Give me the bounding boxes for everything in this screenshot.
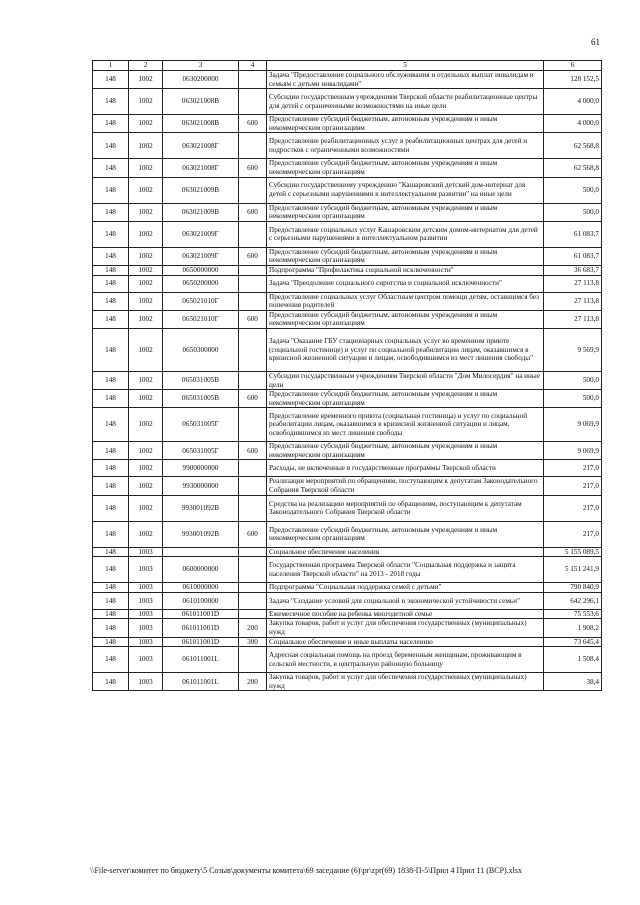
cell-description: Предоставление субсидий бюджетным, автономным учреждениям и иным некоммерческим организациям [267, 159, 544, 177]
table-row [93, 89, 602, 115]
cell-department: 148 [93, 637, 129, 647]
table-row [93, 159, 602, 177]
cell-target-code: 0650200000 [163, 275, 239, 292]
cell-section: 1003 [129, 619, 163, 637]
cell-expense-type [239, 495, 267, 521]
cell-target-code: 063021008В [163, 89, 239, 115]
table-row [93, 583, 602, 593]
cell-amount: 62 568,8 [544, 159, 602, 177]
cell-amount: 500,0 [544, 371, 602, 389]
cell-description: Предоставление социальных услуг Областным центром помощи детям, оставшимся без попечения родителей [267, 292, 544, 310]
cell-description: Предоставление субсидий бюджетным, автономным учреждениям и иным некоммерческим организациям [267, 203, 544, 221]
cell-section: 1002 [129, 495, 163, 521]
cell-department: 148 [93, 521, 129, 547]
cell-amount: 62 568,8 [544, 133, 602, 159]
column-header: 6 [544, 61, 602, 71]
cell-department: 148 [93, 371, 129, 389]
cell-department: 148 [93, 647, 129, 673]
cell-department: 148 [93, 390, 129, 408]
cell-description: Субсидии государственным учреждениям Тверской области "Дом Милосердия" на иные цели [267, 371, 544, 389]
cell-description: Закупка товаров, работ и услуг для обеспечения государственных (муниципальных) нужд [267, 673, 544, 691]
cell-section: 1002 [129, 477, 163, 495]
cell-amount: 217,0 [544, 521, 602, 547]
cell-expense-type: 600 [239, 310, 267, 328]
cell-section: 1003 [129, 609, 163, 619]
cell-target-code: 063021008В [163, 115, 239, 133]
cell-description: Предоставление субсидий бюджетным, автономным учреждениям и иным некоммерческим организациям [267, 310, 544, 328]
cell-target-code [163, 547, 239, 557]
table-row [93, 328, 602, 371]
cell-target-code: 061011001D [163, 637, 239, 647]
cell-target-code: 0650000000 [163, 265, 239, 275]
table-row [93, 265, 602, 275]
cell-section: 1003 [129, 637, 163, 647]
cell-department: 148 [93, 159, 129, 177]
column-header: 1 [93, 61, 129, 71]
cell-amount: 790 840,9 [544, 583, 602, 593]
table-row [93, 177, 602, 203]
cell-amount: 73 645,4 [544, 637, 602, 647]
cell-target-code: 0650300000 [163, 328, 239, 371]
cell-target-code: 0610100000 [163, 592, 239, 609]
budget-table [92, 60, 602, 691]
cell-description: Предоставление временного приюта (социальная гостиница) и услуг по социальной реабилитации лицам, оказавшимся в кризисной жизненной ситуации и лицам, освободившимся из мест лишения свободы [267, 408, 544, 442]
cell-section: 1002 [129, 521, 163, 547]
cell-department: 148 [93, 310, 129, 328]
cell-description: Расходы, не включенные в государственные программы Тверской области [267, 460, 544, 477]
cell-section: 1002 [129, 221, 163, 247]
cell-target-code: 063021008Г [163, 133, 239, 159]
cell-section: 1002 [129, 115, 163, 133]
cell-target-code: 0610000000 [163, 583, 239, 593]
cell-amount: 27 113,8 [544, 275, 602, 292]
cell-expense-type [239, 477, 267, 495]
cell-expense-type: 600 [239, 390, 267, 408]
table-row [93, 557, 602, 583]
table-row [93, 247, 602, 265]
table-row [93, 673, 602, 691]
cell-target-code: 0630200000 [163, 71, 239, 89]
cell-description: Предоставление социальных услуг Кашаровским детским домом-интернатом для детей с серьезными нарушениями в интеллектуальном развитии [267, 221, 544, 247]
table-row [93, 275, 602, 292]
cell-amount: 500,0 [544, 177, 602, 203]
cell-department: 148 [93, 408, 129, 442]
cell-section: 1002 [129, 275, 163, 292]
cell-description: Социальное обеспечение и иные выплаты населению [267, 637, 544, 647]
table-row [93, 547, 602, 557]
cell-target-code: 061011001L [163, 647, 239, 673]
cell-amount: 27 113,8 [544, 292, 602, 310]
cell-target-code: 9900000000 [163, 460, 239, 477]
cell-section: 1002 [129, 89, 163, 115]
cell-description: Предоставление субсидий бюджетным, автономным учреждениям и иным некоммерческим организациям [267, 390, 544, 408]
cell-section: 1003 [129, 557, 163, 583]
table-row [93, 408, 602, 442]
cell-amount: 217,0 [544, 477, 602, 495]
cell-target-code: 993001092В [163, 521, 239, 547]
table-row [93, 619, 602, 637]
table-row [93, 221, 602, 247]
table-row [93, 115, 602, 133]
cell-description: Задача "Оказание ГБУ стационарных социальных услуг во временном приюте (социальной гостинице) и услуг по социальной реабилитации лицам, оказавшимся в кризисной жизненной ситуации и лицам, освободившимся из мест лишения свободы" [267, 328, 544, 371]
file-path-footer: \\File-server\комитет по бюджету\5 Созыв\документы комитета\69 заседание (6)\pr\zpr(69) 1838-П-5\Прил 4 Прил 11 (ВСР).xlsx [90, 866, 523, 875]
table-row [93, 521, 602, 547]
table-row [93, 390, 602, 408]
cell-amount: 27 113,8 [544, 310, 602, 328]
cell-description: Ежемесячное пособие на ребенка многодетной семье [267, 609, 544, 619]
cell-section: 1002 [129, 247, 163, 265]
cell-description: Предоставление субсидий бюджетным, автономным учреждениям и иным некоммерческим организациям [267, 442, 544, 460]
cell-department: 148 [93, 609, 129, 619]
cell-department: 148 [93, 673, 129, 691]
cell-amount: 61 083,7 [544, 221, 602, 247]
cell-expense-type [239, 408, 267, 442]
cell-description: Задача "Создание условий для социальной и экономической устойчивости семьи" [267, 592, 544, 609]
cell-expense-type [239, 275, 267, 292]
table-row [93, 592, 602, 609]
cell-department: 148 [93, 265, 129, 275]
cell-amount: 75 553,6 [544, 609, 602, 619]
cell-department: 148 [93, 221, 129, 247]
cell-expense-type: 600 [239, 442, 267, 460]
cell-description: Адресная социальная помощь на проезд беременным женщинам, проживающим в сельской местности, в центральную районную больницу [267, 647, 544, 673]
cell-section: 1002 [129, 310, 163, 328]
cell-amount: 1 508,4 [544, 647, 602, 673]
cell-expense-type [239, 547, 267, 557]
cell-description: Подпрограмма "Профилактика социальной исключенности" [267, 265, 544, 275]
cell-amount: 5 151 241,9 [544, 557, 602, 583]
cell-amount: 500,0 [544, 203, 602, 221]
cell-department: 148 [93, 495, 129, 521]
cell-amount: 642 296,1 [544, 592, 602, 609]
cell-section: 1002 [129, 442, 163, 460]
cell-department: 148 [93, 115, 129, 133]
cell-department: 148 [93, 557, 129, 583]
cell-amount: 38,4 [544, 673, 602, 691]
cell-expense-type: 600 [239, 159, 267, 177]
cell-expense-type [239, 71, 267, 89]
cell-department: 148 [93, 619, 129, 637]
cell-target-code: 061011001D [163, 619, 239, 637]
cell-expense-type [239, 460, 267, 477]
cell-section: 1003 [129, 673, 163, 691]
column-header: 4 [239, 61, 267, 71]
cell-target-code: 065021010Г [163, 310, 239, 328]
cell-department: 148 [93, 583, 129, 593]
cell-amount: 4 000,0 [544, 89, 602, 115]
cell-department: 148 [93, 460, 129, 477]
table-row [93, 371, 602, 389]
page-number: 61 [591, 37, 600, 47]
cell-section: 1002 [129, 390, 163, 408]
cell-expense-type [239, 371, 267, 389]
cell-amount: 217,0 [544, 495, 602, 521]
cell-department: 148 [93, 275, 129, 292]
cell-target-code: 065031005Г [163, 408, 239, 442]
cell-target-code: 063021009Г [163, 247, 239, 265]
cell-department: 148 [93, 592, 129, 609]
cell-expense-type [239, 583, 267, 593]
cell-section: 1002 [129, 371, 163, 389]
column-header: 3 [163, 61, 239, 71]
cell-department: 148 [93, 247, 129, 265]
cell-description: Субсидии государственному учреждению "Кашаровский детский дом-интернат для детей с серьезными нарушениями в интеллектуальном развитии" на иные цели [267, 177, 544, 203]
cell-target-code: 0600000000 [163, 557, 239, 583]
column-header: 5 [267, 61, 544, 71]
cell-description: Предоставление реабилитационных услуг в реабилитационных центрах для детей и подростков с ограниченными возможностями [267, 133, 544, 159]
table-row [93, 609, 602, 619]
table-row [93, 310, 602, 328]
table-row [93, 460, 602, 477]
table-row [93, 292, 602, 310]
cell-section: 1002 [129, 292, 163, 310]
cell-amount: 217,0 [544, 460, 602, 477]
cell-amount: 9 069,9 [544, 408, 602, 442]
cell-target-code: 9930000000 [163, 477, 239, 495]
cell-expense-type [239, 592, 267, 609]
cell-department: 148 [93, 442, 129, 460]
cell-target-code: 993001092В [163, 495, 239, 521]
cell-expense-type: 600 [239, 521, 267, 547]
cell-section: 1002 [129, 408, 163, 442]
cell-amount: 500,0 [544, 390, 602, 408]
cell-expense-type [239, 89, 267, 115]
cell-department: 148 [93, 177, 129, 203]
cell-description: Субсидии государственным учреждениям Тверской области реабилитационные центры для детей с ограниченными возможностями на иные цели [267, 89, 544, 115]
cell-target-code: 065031005В [163, 390, 239, 408]
cell-section: 1002 [129, 460, 163, 477]
cell-description: Средства на реализацию мероприятий по обращениям, поступающим к депутатам Законодательного Собрания Тверской области [267, 495, 544, 521]
cell-target-code: 063021008Г [163, 159, 239, 177]
cell-expense-type [239, 557, 267, 583]
cell-target-code: 063021009В [163, 203, 239, 221]
cell-description: Задача "Преодоление социального сиротства и социальной исключенности" [267, 275, 544, 292]
cell-expense-type [239, 133, 267, 159]
cell-target-code: 065021010Г [163, 292, 239, 310]
cell-description: Закупка товаров, работ и услуг для обеспечения государственных (муниципальных) нужд [267, 619, 544, 637]
cell-department: 148 [93, 89, 129, 115]
cell-expense-type [239, 609, 267, 619]
cell-section: 1002 [129, 71, 163, 89]
column-header: 2 [129, 61, 163, 71]
cell-section: 1003 [129, 592, 163, 609]
table-row [93, 71, 602, 89]
cell-target-code: 063021009Г [163, 221, 239, 247]
cell-amount: 4 000,0 [544, 115, 602, 133]
cell-target-code: 065031005В [163, 371, 239, 389]
cell-section: 1002 [129, 265, 163, 275]
cell-section: 1002 [129, 159, 163, 177]
cell-amount: 61 083,7 [544, 247, 602, 265]
cell-expense-type [239, 292, 267, 310]
cell-expense-type [239, 647, 267, 673]
cell-section: 1003 [129, 583, 163, 593]
cell-description: Государственная программа Тверской области "Социальная поддержка и защита населения Тверской области" на 2013 - 2018 годы [267, 557, 544, 583]
cell-target-code: 061011001D [163, 609, 239, 619]
cell-department: 148 [93, 328, 129, 371]
cell-description: Предоставление субсидий бюджетным, автономным учреждениям и иным некоммерческим организациям [267, 115, 544, 133]
cell-expense-type: 200 [239, 619, 267, 637]
cell-expense-type: 300 [239, 637, 267, 647]
cell-expense-type [239, 177, 267, 203]
cell-expense-type: 600 [239, 115, 267, 133]
cell-department: 148 [93, 71, 129, 89]
table-row [93, 442, 602, 460]
cell-section: 1002 [129, 203, 163, 221]
cell-description: Социальное обеспечение населения [267, 547, 544, 557]
table-row [93, 495, 602, 521]
cell-description: Подпрограмма "Социальная поддержка семей с детьми" [267, 583, 544, 593]
cell-amount: 1 908,2 [544, 619, 602, 637]
table-row [93, 477, 602, 495]
cell-amount: 9 069,9 [544, 442, 602, 460]
cell-description: Задача "Предоставление социального обслуживания и отдельных выплат инвалидам и семьям с детьми инвалидами" [267, 71, 544, 89]
cell-section: 1002 [129, 177, 163, 203]
table-row [93, 203, 602, 221]
cell-expense-type: 600 [239, 247, 267, 265]
cell-amount: 9 569,9 [544, 328, 602, 371]
header-row [93, 61, 602, 71]
table-row [93, 637, 602, 647]
cell-department: 148 [93, 203, 129, 221]
cell-expense-type: 600 [239, 203, 267, 221]
cell-department: 148 [93, 292, 129, 310]
cell-description: Предоставление субсидий бюджетным, автономным учреждениям и иным некоммерческим организациям [267, 521, 544, 547]
cell-department: 148 [93, 477, 129, 495]
cell-target-code: 065031005Г [163, 442, 239, 460]
cell-amount: 5 155 089,5 [544, 547, 602, 557]
cell-section: 1002 [129, 328, 163, 371]
cell-expense-type [239, 221, 267, 247]
cell-expense-type [239, 328, 267, 371]
cell-section: 1003 [129, 547, 163, 557]
cell-amount: 36 683,7 [544, 265, 602, 275]
cell-amount: 128 152,5 [544, 71, 602, 89]
cell-description: Предоставление субсидий бюджетным, автономным учреждениям и иным некоммерческим организациям [267, 247, 544, 265]
cell-expense-type [239, 265, 267, 275]
cell-target-code: 063021009В [163, 177, 239, 203]
cell-target-code: 061011001L [163, 673, 239, 691]
cell-department: 148 [93, 547, 129, 557]
cell-department: 148 [93, 133, 129, 159]
table-row [93, 133, 602, 159]
table-row [93, 647, 602, 673]
cell-expense-type: 200 [239, 673, 267, 691]
cell-section: 1002 [129, 133, 163, 159]
cell-section: 1003 [129, 647, 163, 673]
cell-description: Реализация мероприятий по обращениям, поступающим к депутатам Законодательного Собрания Тверской области [267, 477, 544, 495]
